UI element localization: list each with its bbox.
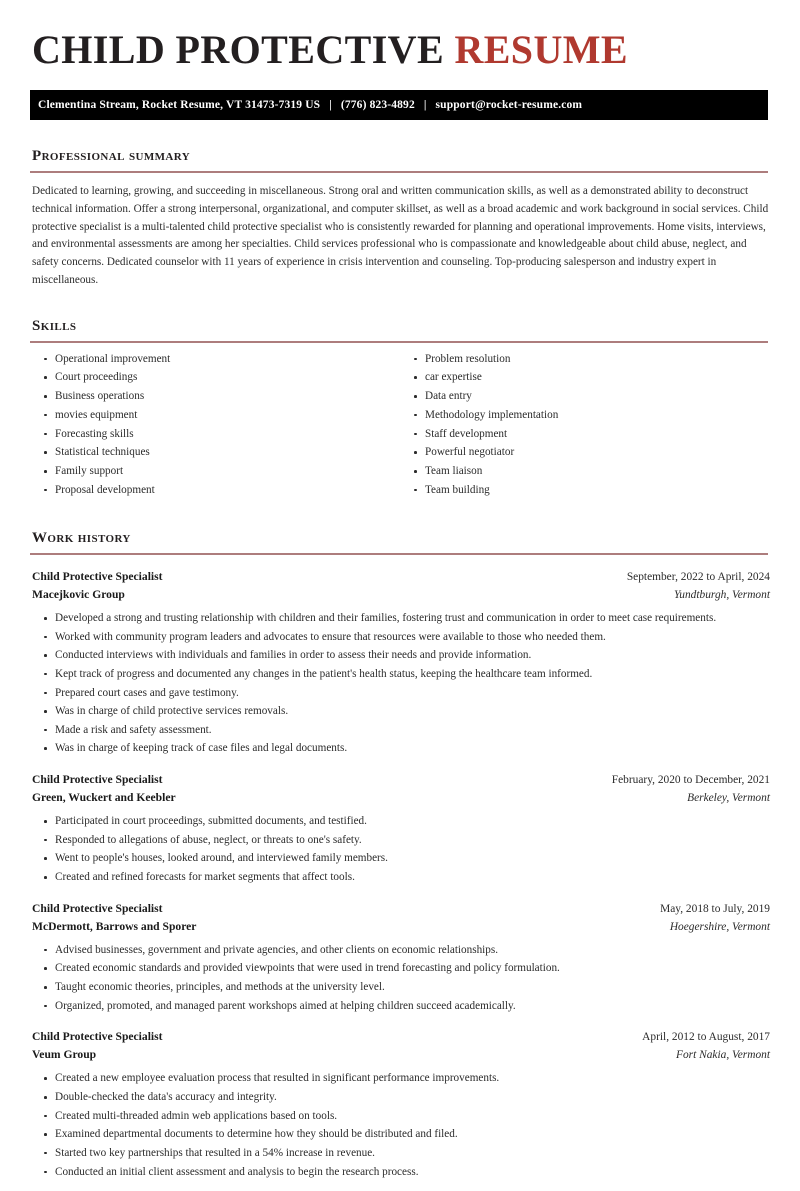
section-divider-summary [30,171,768,173]
job-dates: April, 2012 to August, 2017 [642,1031,770,1044]
job-title: Child Protective Specialist [32,569,163,583]
job-responsibility-item: Double-checked the data's accuracy and integrity. [32,1090,768,1105]
job-responsibility-item: Conducted an initial client assessment and analysis to begin the research process. [32,1165,768,1180]
work-history-list [30,568,768,1180]
work-history-entry [30,771,768,886]
contact-separator-2: | [423,99,427,112]
job-location: Fort Nakia, Vermont [676,1049,770,1062]
contact-bar [30,90,768,120]
job-company: Green, Wuckert and Keebler [32,791,176,805]
job-company: McDermott, Barrows and Sporer [32,919,197,933]
job-responsibility-item: Was in charge of child protective services removals. [32,704,768,719]
list-item: Family support [32,464,400,479]
list-item: Methodology implementation [402,408,768,423]
list-item: Court proceedings [32,370,400,385]
job-company-row [32,789,770,807]
section-heading-work-history: work history [32,521,131,547]
job-dates: September, 2022 to April, 2024 [626,570,770,583]
job-responsibility-list [32,1071,768,1180]
job-company-row [32,918,770,936]
skills-columns [30,352,768,502]
job-company: Macejkovic Group [32,587,125,601]
section-work-history [30,523,768,1180]
job-responsibility-item: Responded to allegations of abuse, neglect, or threats to one's safety. [32,833,768,848]
job-company-row [32,1046,770,1064]
contact-address: Clementina Stream, Rocket Resume, VT 31473-7319 US [38,99,321,112]
job-location: Yundtburgh, Vermont [674,588,770,601]
job-responsibility-item: Developed a strong and trusting relationship with children and their families, fostering trust and communication in order to meet case requirements. [32,611,768,626]
job-responsibility-item: Kept track of progress and documented any changes in the patient's health status, keeping the healthcare team informed. [32,667,768,682]
job-title-row [32,568,770,586]
job-responsibility-item: Advised businesses, government and private agencies, and other clients on economic relationships. [32,943,768,958]
skills-list-left [32,352,400,498]
work-history-entry [30,1028,768,1180]
work-history-entry [30,568,768,757]
list-item: Data entry [402,389,768,404]
section-heading-summary: professional summary [32,140,191,166]
job-responsibility-item: Conducted interviews with individuals and families in order to assess their needs and provide information. [32,648,768,663]
job-title-row [32,1028,770,1046]
job-location: Berkeley, Vermont [687,792,770,805]
list-item: Forecasting skills [32,427,400,442]
skills-list-right [402,352,768,498]
contact-phone[interactable]: (776) 823-4892 [340,99,415,112]
section-professional-summary [30,141,768,289]
list-item: Team liaison [402,464,768,479]
job-responsibility-item: Created economic standards and provided viewpoints that were used in trend forecasting and policy formulation. [32,961,768,976]
list-item: Powerful negotiator [402,445,768,460]
job-responsibility-item: Examined departmental documents to determine how they should be distributed and filed. [32,1127,768,1142]
job-responsibility-list [32,943,768,1014]
page-title [32,28,768,71]
job-company-row [32,586,770,604]
work-history-entry [30,900,768,1015]
section-divider-work-history [30,553,768,555]
job-responsibility-item: Made a risk and safety assessment. [32,723,768,738]
job-responsibility-item: Participated in court proceedings, submitted documents, and testified. [32,814,768,829]
section-skills [30,311,768,502]
section-heading-skills: skills [32,309,77,335]
job-responsibility-item: Worked with community program leaders and advocates to ensure that resources were available to those who needed them. [32,630,768,645]
job-title-row [32,771,770,789]
job-dates: May, 2018 to July, 2019 [660,902,770,915]
job-responsibility-item: Was in charge of keeping track of case files and legal documents. [32,741,768,756]
contact-email[interactable]: support@rocket-resume.com [435,99,583,112]
list-item: car expertise [402,370,768,385]
skills-column-right [400,352,768,502]
job-location: Hoegershire, Vermont [669,920,770,933]
section-divider-skills [30,341,768,343]
list-item: Staff development [402,427,768,442]
summary-text: Dedicated to learning, growing, and succeeding in miscellaneous. Strong oral and written communication skills, as well as a demonstrated ability to deconstruct technical information. Offer a strong interpersonal, organizational, and computer skillset, as well as a broad academic and work background in social services. Child protective specialist is a multi-talented child protective specialist who is consistently rewarded for planning and operational improvements. Home visits, interviews, and environmental assessments are among her specialties. Child services professional who is compassionate and knowledgeable about child abuse, neglect, and safety concerns. Dedicated counselor with 11 years of experience in crisis intervention and counseling. Top-producing salesperson and industry expert in miscellaneous. [32,185,769,286]
page-title-primary: CHILD PROTECTIVE [32,27,445,72]
job-responsibility-item: Went to people's houses, looked around, and interviewed family members. [32,851,768,866]
job-responsibility-item: Organized, promoted, and managed parent workshops aimed at helping children succeed academically. [32,999,768,1014]
job-dates: February, 2020 to December, 2021 [611,773,770,786]
job-responsibility-list [32,611,768,757]
job-title-row [32,900,770,918]
contact-separator-1: | [329,99,332,112]
page-title-accent: RESUME [454,27,628,72]
job-company: Veum Group [32,1048,97,1062]
job-responsibility-item: Created a new employee evaluation process that resulted in significant performance improvements. [32,1071,768,1086]
list-item: Problem resolution [402,352,768,367]
job-responsibility-item: Created multi-threaded admin web applications based on tools. [32,1109,768,1124]
list-item: movies equipment [32,408,400,423]
contact-info [38,99,582,111]
job-responsibility-item: Taught economic theories, principles, and methods at the university level. [32,980,768,995]
list-item: Proposal development [32,483,400,498]
list-item: Operational improvement [32,352,400,367]
skills-column-left [32,352,400,502]
list-item: Statistical techniques [32,445,400,460]
list-item: Team building [402,483,768,498]
job-responsibility-item: Started two key partnerships that resulted in a 54% increase in revenue. [32,1146,768,1161]
job-responsibility-list [32,814,768,885]
job-title: Child Protective Specialist [32,772,163,786]
job-responsibility-item: Created and refined forecasts for market segments that affect tools. [32,870,768,885]
job-title: Child Protective Specialist [32,1030,163,1044]
job-responsibility-item: Prepared court cases and gave testimony. [32,686,768,701]
job-title: Child Protective Specialist [32,901,163,915]
list-item: Business operations [32,389,400,404]
